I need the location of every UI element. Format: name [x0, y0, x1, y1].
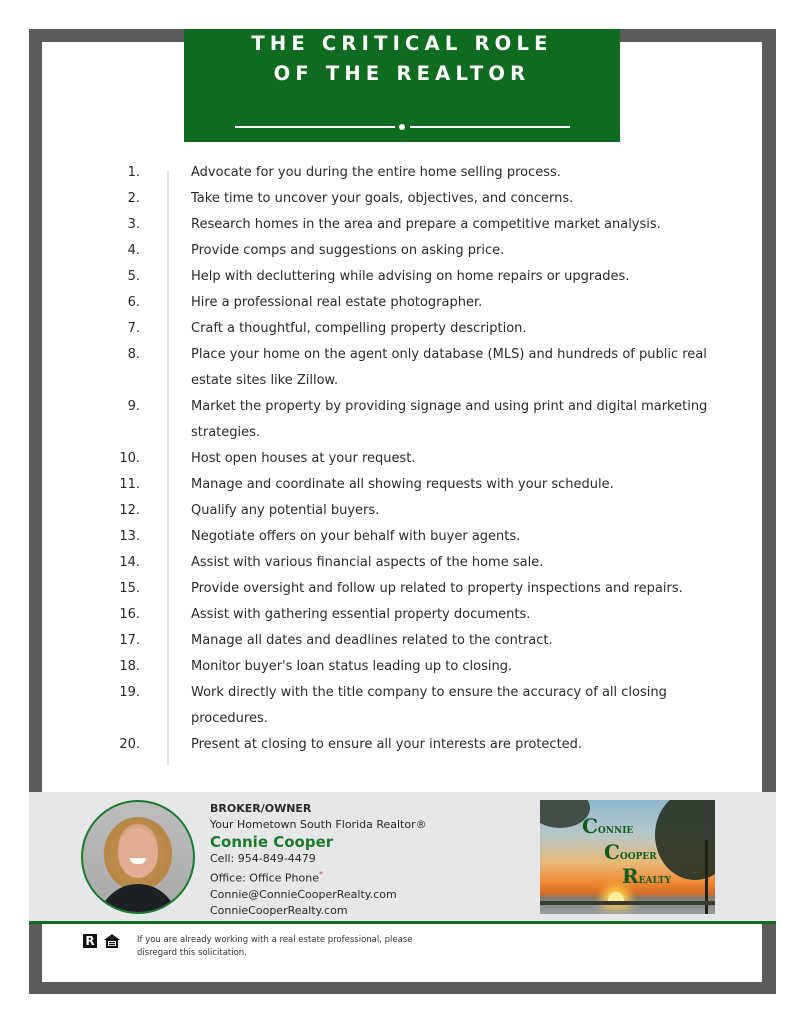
list-item-number: 4.	[127, 243, 140, 258]
list-item-text	[191, 342, 736, 394]
logo-word-connie: CONNIE	[582, 814, 634, 838]
list-item-line: Craft a thoughtful, compelling property description.	[191, 321, 527, 336]
page-title-line-2: OF THE REALTOR	[273, 62, 531, 85]
list-item-number: 18.	[119, 659, 140, 674]
list-item-text	[191, 498, 736, 524]
list-item-line: Assist with gathering essential property documents.	[191, 607, 531, 622]
agent-photo	[81, 800, 195, 914]
agent-photo-body	[98, 884, 178, 914]
list-item-line: Provide oversight and follow up related to property inspections and repairs.	[191, 581, 683, 596]
list-item-number: 11.	[119, 477, 140, 492]
agent-tagline: Your Hometown South Florida Realtor®	[210, 818, 427, 831]
list-item-number: 20.	[119, 737, 140, 752]
list-item-line: Present at closing to ensure all your interests are protected.	[191, 737, 583, 752]
list-item-text	[191, 316, 736, 342]
list-item-number: 8.	[127, 347, 140, 362]
solicitation-disclaimer	[137, 934, 437, 960]
list-item-number: 3.	[127, 217, 140, 232]
list-item-number: 6.	[127, 295, 140, 310]
list-item-line: Market the property by providing signage and using print and digital marketing	[191, 399, 708, 414]
list-item-text	[191, 160, 736, 186]
page-title-line-1: THE CRITICAL ROLE	[251, 32, 553, 55]
list-item-text	[191, 654, 736, 680]
list-item-text	[191, 394, 736, 446]
agent-email[interactable]: Connie@ConnieCooperRealty.com	[210, 887, 397, 901]
list-item-text	[191, 186, 736, 212]
disclaimer-line-2: disregard this solicitation.	[137, 948, 247, 958]
list-item-line: Provide comps and suggestions on asking price.	[191, 243, 505, 258]
list-item-line: estate sites like Zillow.	[191, 373, 339, 388]
list-item-line: Manage all dates and deadlines related to the contract.	[191, 633, 553, 648]
title-rule-dot	[399, 124, 405, 130]
office-required-marker: *	[319, 870, 323, 879]
list-item-line: Negotiate offers on your behalf with buyer agents.	[191, 529, 521, 544]
list-item-text	[191, 550, 736, 576]
title-rule-right	[410, 126, 570, 128]
agent-name: Connie Cooper	[210, 833, 334, 851]
logo-word-realty: REALTY	[622, 864, 672, 888]
list-item-number: 9.	[127, 399, 140, 414]
list-item-line: Work directly with the title company to ensure the accuracy of all closing	[191, 685, 667, 700]
list-item-line: strategies.	[191, 425, 261, 440]
list-item-text	[191, 576, 736, 602]
list-item-number: 1.	[127, 165, 140, 180]
agent-office-text: Office: Office Phone	[210, 871, 319, 885]
agent-photo-face	[118, 828, 158, 878]
list-item-number: 14.	[119, 555, 140, 570]
list-item-line: Advocate for you during the entire home selling process.	[191, 165, 561, 180]
agent-contact-block	[210, 801, 427, 919]
list-item-line: Research homes in the area and prepare a competitive market analysis.	[191, 217, 661, 232]
list-item-text	[191, 524, 736, 550]
list-item-text	[191, 290, 736, 316]
equal-housing-opportunity-icon	[104, 934, 120, 948]
list-item-line: Hire a professional real estate photographer.	[191, 295, 483, 310]
list-item-number: 17.	[119, 633, 140, 648]
list-item-text	[191, 264, 736, 290]
title-rule-left	[235, 126, 395, 128]
list-item-text	[191, 472, 736, 498]
list-item-text	[191, 238, 736, 264]
list-item-number: 7.	[127, 321, 140, 336]
list-item-text	[191, 212, 736, 238]
list-item-line: Qualify any potential buyers.	[191, 503, 380, 518]
realtor-r-icon: R	[83, 934, 97, 948]
list-divider	[167, 170, 169, 766]
list-item-line: Take time to uncover your goals, objectives, and concerns.	[191, 191, 574, 206]
agent-role: BROKER/OWNER	[210, 802, 312, 815]
list-item-number: 19.	[119, 685, 140, 700]
list-item-line: Manage and coordinate all showing requests with your schedule.	[191, 477, 614, 492]
list-item-text	[191, 732, 736, 758]
list-item-number: 16.	[119, 607, 140, 622]
agent-website[interactable]: ConnieCooperRealty.com	[210, 903, 348, 917]
shoreline	[540, 901, 715, 905]
list-item-line: procedures.	[191, 711, 268, 726]
company-logo	[540, 800, 715, 914]
logo-word-cooper: COOPER	[604, 840, 657, 864]
disclaimer-line-1: If you are already working with a real estate professional, please	[137, 935, 413, 945]
list-item-number: 2.	[127, 191, 140, 206]
list-item-line: Monitor buyer's loan status leading up to closing.	[191, 659, 513, 674]
list-item-number: 15.	[119, 581, 140, 596]
agent-cell: Cell: 954-849-4479	[210, 852, 316, 865]
list-item-line: Host open houses at your request.	[191, 451, 416, 466]
list-item-line: Place your home on the agent only database (MLS) and hundreds of public real	[191, 347, 707, 362]
agent-office	[210, 867, 427, 887]
footer-green-rule	[29, 921, 776, 924]
list-item-text	[191, 680, 736, 732]
title-banner	[184, 29, 620, 142]
list-item-text	[191, 446, 736, 472]
list-item-text	[191, 602, 736, 628]
list-item-line: Assist with various financial aspects of the home sale.	[191, 555, 544, 570]
list-item-number: 10.	[119, 451, 140, 466]
list-item-number: 13.	[119, 529, 140, 544]
list-item-text	[191, 628, 736, 654]
list-item-number: 12.	[119, 503, 140, 518]
list-item-number: 5.	[127, 269, 140, 284]
list-item-line: Help with decluttering while advising on home repairs or upgrades.	[191, 269, 630, 284]
